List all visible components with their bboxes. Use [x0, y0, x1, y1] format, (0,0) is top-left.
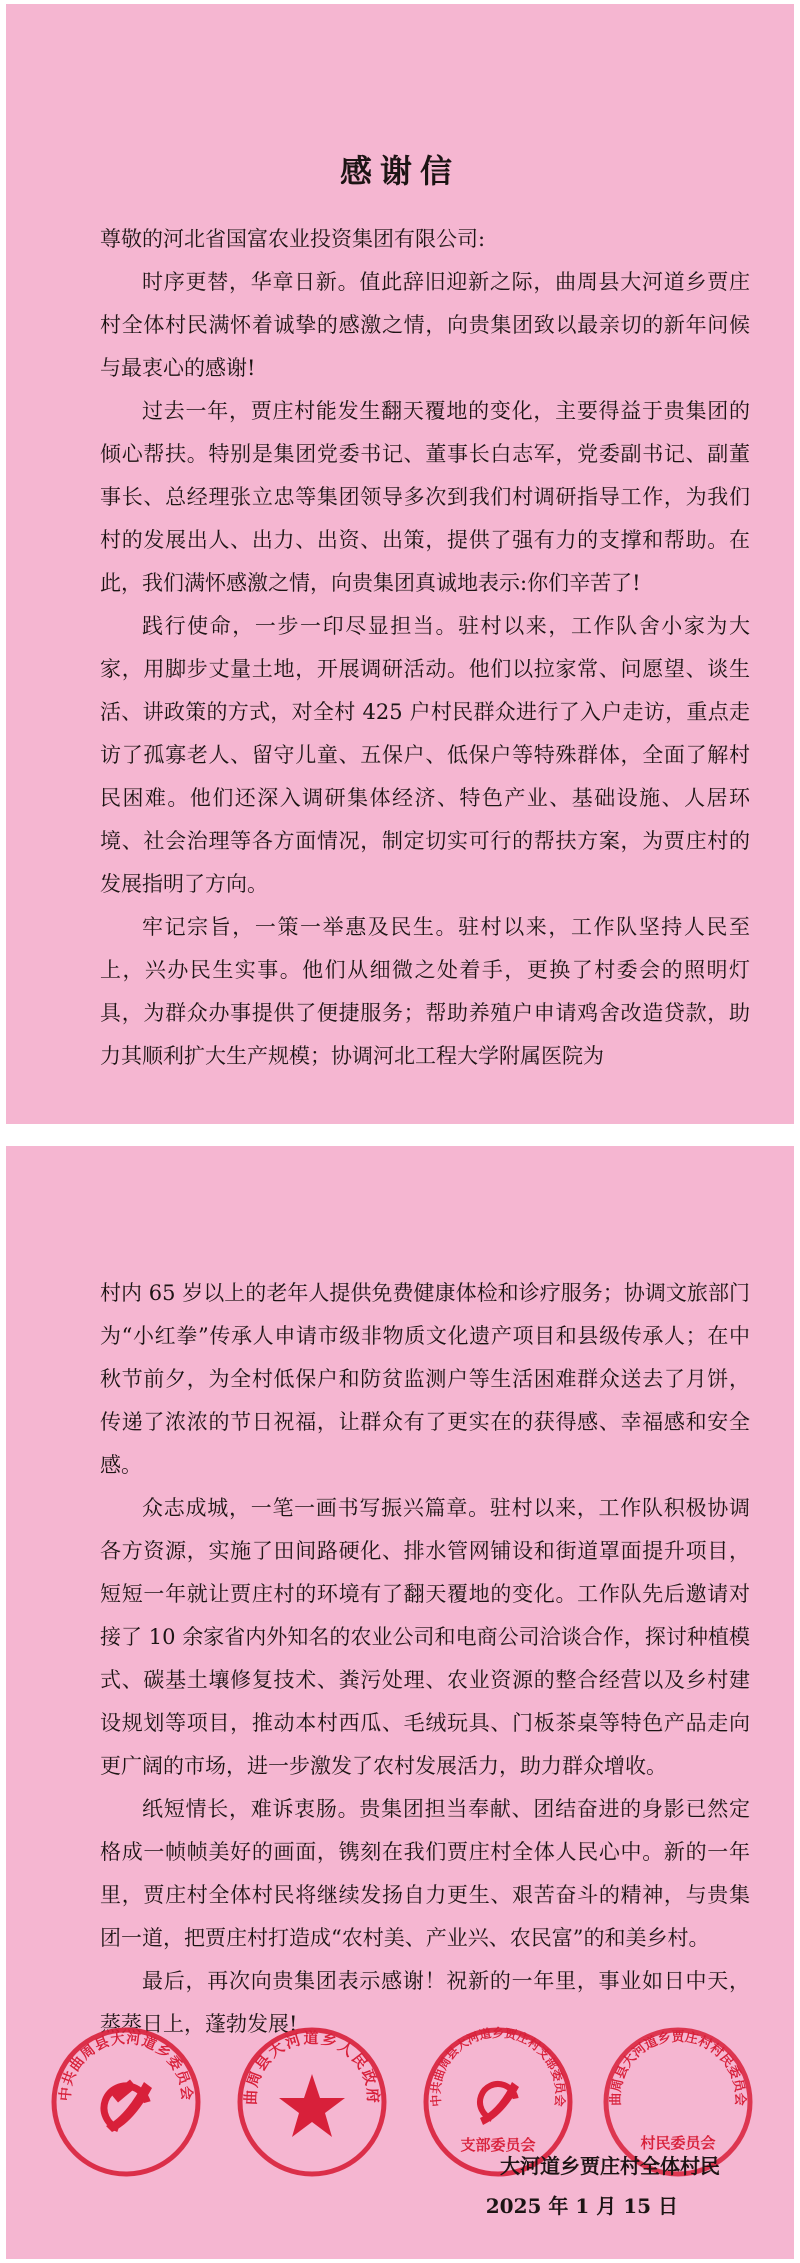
letter-body-page-2	[100, 1272, 750, 2046]
party-emblem-icon	[98, 2079, 154, 2136]
letter-page-2	[6, 1146, 794, 2259]
paragraph: 牢记宗旨，一策一举惠及民生。驻村以来，工作队坚持人民至上，兴办民生实事。他们从细微之处着手，更换了村委会的照明灯具，为群众办事提供了便捷服务；帮助养殖户申请鸡舍改造贷款，助力其顺利扩大生产规模；协调河北工程大学附属医院为	[100, 915, 750, 1068]
seal-text: 曲周县大河道乡贾庄村村民委员会	[608, 2029, 748, 2106]
seal-text: 中共曲周县大河道乡委员会	[57, 2030, 195, 2102]
paragraph: 最后，再次向贵集团表示感谢！祝新的一年里，事业如日中天，蒸蒸日上，蓬勃发展!	[100, 1969, 750, 2036]
party-emblem-icon	[475, 2079, 521, 2125]
salutation: 尊敬的河北省国富农业投资集团有限公司:	[100, 227, 486, 251]
letter-page-1	[6, 4, 794, 1124]
paragraph: 纸短情长，难诉衷肠。贵集团担当奉献、团结奋进的身影已然定格成一帧帧美好的画面，镌刻在我们贾庄村全体人民心中。新的一年里，贾庄村全体村民将继续发扬自力更生、艰苦奋斗的精神，与贵集团一道，把贾庄村打造成“农村美、产业兴、农民富”的和美乡村。	[100, 1797, 750, 1950]
star-icon	[279, 2074, 345, 2137]
signature-date: 2025 年 1 月 15 日	[485, 2194, 678, 2218]
paragraph: 过去一年，贾庄村能发生翻天覆地的变化，主要得益于贵集团的倾心帮扶。特别是集团党委书记、董事长白志军，党委副书记、副董事长、总经理张立忠等集团领导多次到我们村调研指导工作，为我们村的发展出人、出力、出资、出策，提供了强有力的支撑和帮助。在此，我们满怀感激之情，向贵集团真诚地表示:你们辛苦了!	[100, 399, 750, 595]
seal-bottom-text: 村民委员会	[640, 2134, 716, 2152]
svg-text:曲周县大河道乡贾庄村村民委员会	[609, 2029, 748, 2106]
seal-township-government	[232, 2022, 392, 2186]
seal-township-party-committee	[46, 2022, 206, 2186]
seal-text: 中共曲周县大河道乡贾庄村支部委员会	[428, 2025, 568, 2108]
seal-bottom-text: 支部委员会	[460, 2136, 536, 2154]
paragraph-continued: 村内 65 岁以上的老年人提供免费健康体检和诊疗服务；协调文旅部门为“小红拳”传承人申请市级非物质文化遗产项目和县级传承人；在中秋节前夕，为全村低保户和防贫监测户等生活困难群众送去了月饼，传递了浓浓的节日祝福，让群众有了更实在的获得感、幸福感和安全感。	[100, 1281, 750, 1477]
letter-body-page-1	[100, 218, 750, 1078]
letter-title: 感谢信	[339, 152, 460, 190]
seal-text: 曲周县大河道乡人民政府	[241, 2029, 383, 2106]
svg-text:中共曲周县大河道乡贾庄村支部委员会	[428, 2025, 569, 2107]
paragraph: 践行使命，一步一印尽显担当。驻村以来，工作队舍小家为大家，用脚步丈量土地，开展调研活动。他们以拉家常、问愿望、谈生活、讲政策的方式，对全村 425 户村民群众进行了入户走访，重点走访了孤寡老人、留守儿童、五保户、低保户等特殊群体，全面了解村民困难。他们还深入调研集体经济、特色产业、基础设施、人居环境、社会治理等各方面情况，制定切实可行的帮扶方案，为贾庄村的发展指明了方向。	[100, 614, 750, 896]
paragraph: 众志成城，一笔一画书写振兴篇章。驻村以来，工作队积极协调各方资源，实施了田间路硬化、排水管网铺设和街道罩面提升项目，短短一年就让贾庄村的环境有了翻天覆地的变化。工作队先后邀请对接了 10 余家省内外知名的农业公司和电商公司洽谈合作，探讨种植模式、碳基土壤修复技术、粪污处理、农业资源的整合经营以及乡村建设规划等项目，推动本村西瓜、毛绒玩具、门板茶桌等特色产品走向更广阔的市场，进一步激发了农村发展活力，助力群众增收。	[100, 1496, 750, 1778]
paragraph: 时序更替，华章日新。值此辞旧迎新之际，曲周县大河道乡贾庄村全体村民满怀着诚挚的感激之情，向贵集团致以最亲切的新年问候与最衷心的感谢!	[100, 270, 750, 380]
signature: 大河道乡贾庄村全体村民	[500, 2154, 720, 2178]
